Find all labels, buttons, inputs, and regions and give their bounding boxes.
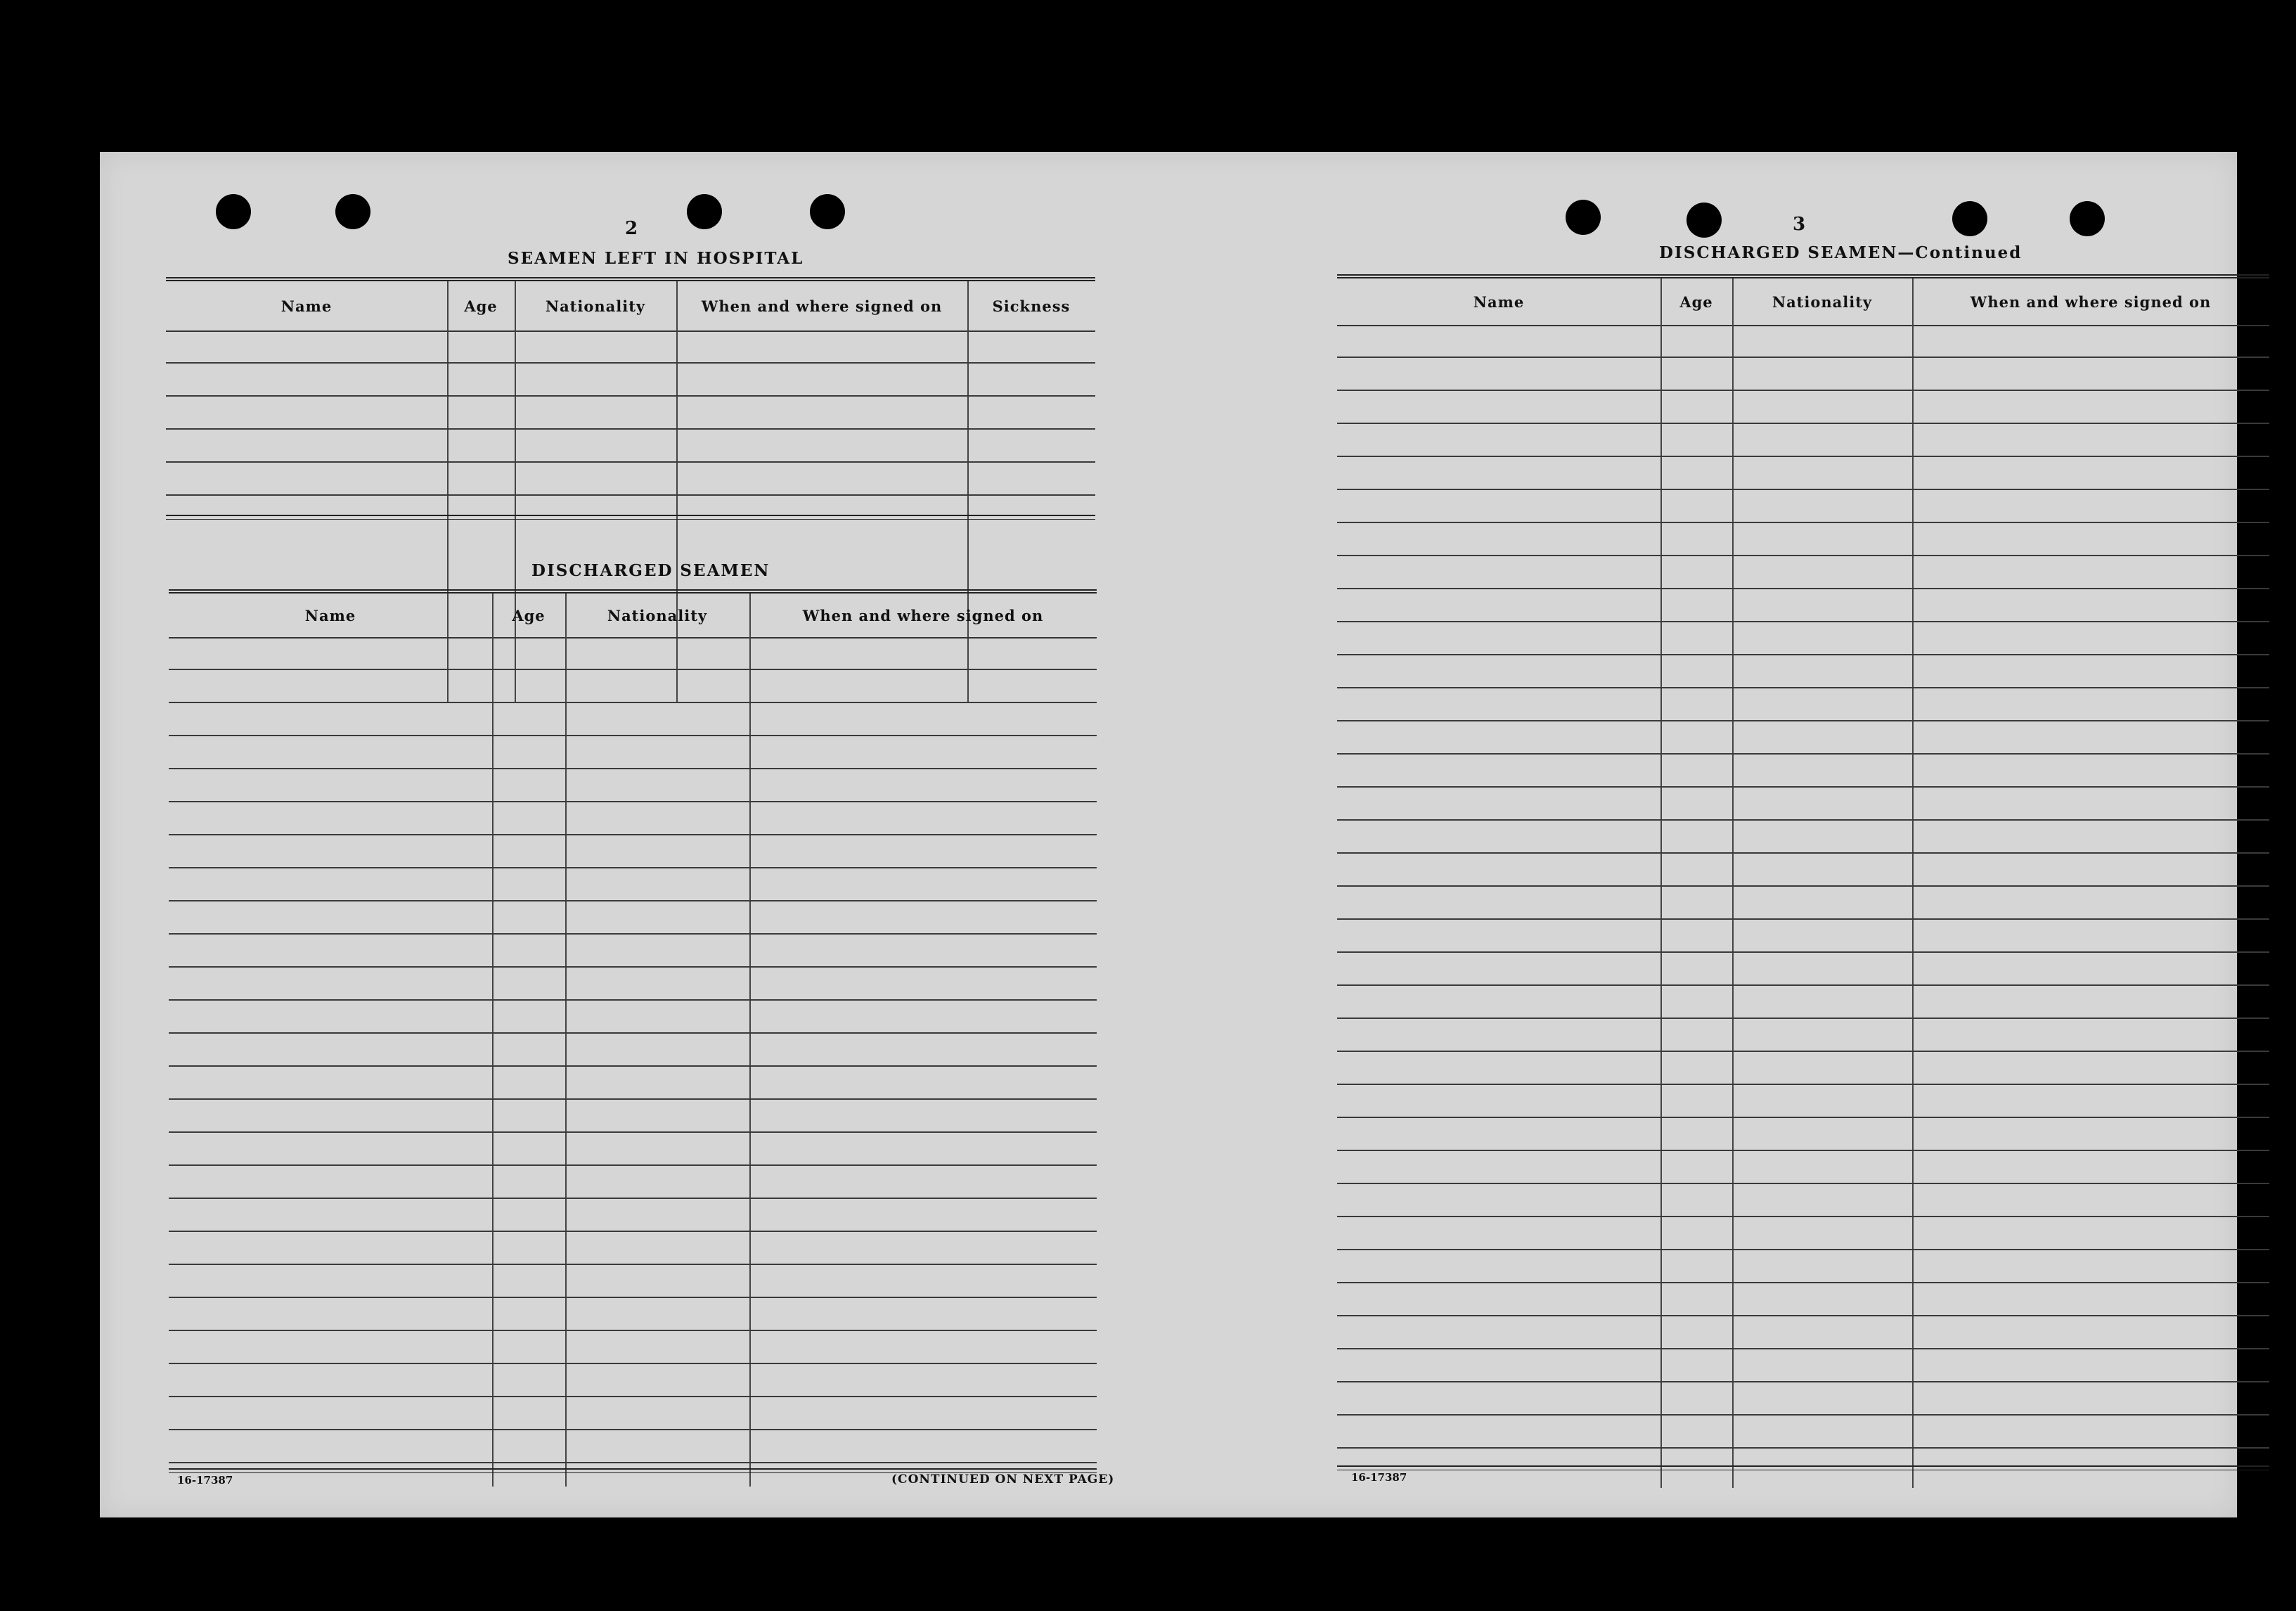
discharged-table-header: [169, 593, 1097, 638]
column-header-sickness: Sickness: [992, 297, 1071, 315]
table-bottom-rule: [1337, 1465, 2269, 1470]
column-header-nationality: Nationality: [607, 606, 708, 624]
punch-hole: [687, 194, 722, 229]
ruled-rows: [166, 330, 1095, 513]
column-header-name: Name: [1473, 293, 1525, 311]
punch-hole: [2070, 201, 2105, 236]
discharged-section-title: DISCHARGED SEAMEN: [531, 561, 770, 580]
column-header-nationality: Nationality: [545, 297, 646, 315]
continuation-note: (CONTINUED ON NEXT PAGE): [891, 1472, 1115, 1487]
column-header-name: Name: [280, 297, 333, 315]
punch-hole: [1952, 201, 1987, 236]
column-header-nationality: Nationality: [1772, 293, 1873, 311]
scanned-form-spread: [100, 152, 2237, 1517]
discharged-continued-table: [1337, 274, 2269, 1488]
page-number: 2: [625, 218, 638, 239]
column-header-when-where-signed-on: When and where signed on: [802, 606, 1044, 624]
left-page: [100, 152, 1168, 1517]
form-code: 16-17387: [177, 1474, 233, 1487]
form-code: 16-17387: [1351, 1471, 1407, 1484]
column-header-when-where-signed-on: When and where signed on: [1970, 293, 2212, 311]
page-number: 3: [1793, 214, 1806, 235]
hospital-table-header: [166, 281, 1095, 332]
punch-hole: [1566, 200, 1601, 235]
punch-hole: [216, 194, 251, 229]
column-header-when-where-signed-on: When and where signed on: [701, 297, 943, 315]
punch-hole: [1686, 203, 1722, 238]
discharged-continued-title: DISCHARGED SEAMEN—Continued: [1659, 243, 2023, 262]
column-header-age: Age: [512, 606, 546, 624]
table-bottom-rule: [166, 515, 1095, 520]
column-header-name: Name: [304, 606, 356, 624]
column-header-age: Age: [464, 297, 498, 315]
discharged-table: [169, 589, 1097, 1487]
discharged-continued-header: [1337, 278, 2269, 326]
ruled-rows: [1337, 325, 2269, 1464]
column-header-age: Age: [1679, 293, 1713, 311]
punch-hole: [810, 194, 845, 229]
ruled-rows: [169, 637, 1097, 1467]
right-page: [1168, 152, 2237, 1517]
punch-hole: [335, 194, 370, 229]
hospital-section-title: SEAMEN LEFT IN HOSPITAL: [508, 249, 804, 268]
